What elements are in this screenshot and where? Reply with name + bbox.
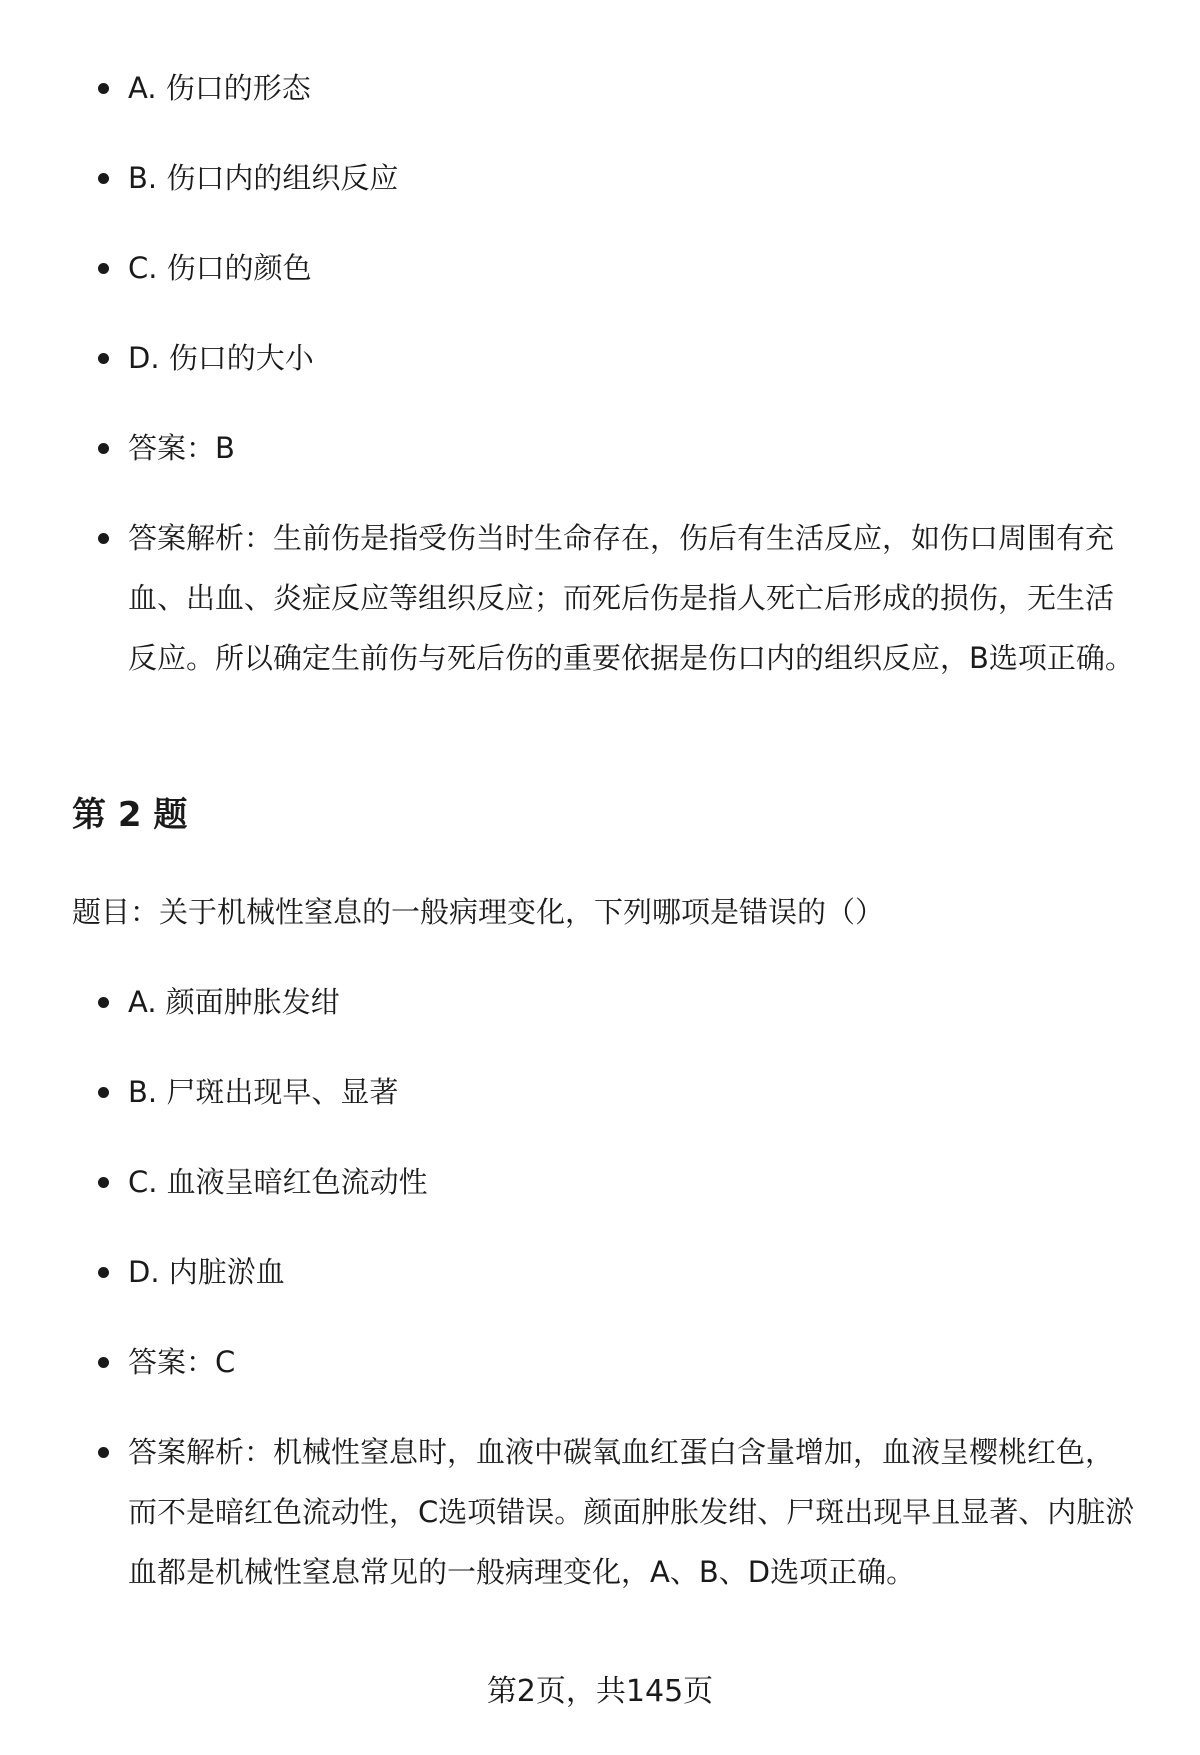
q1-option-a bbox=[90, 58, 1140, 118]
bullet-icon bbox=[98, 533, 109, 544]
bullet-icon bbox=[98, 1267, 109, 1278]
q1-explanation bbox=[90, 508, 1140, 688]
q2-option-b bbox=[90, 1062, 1140, 1122]
bullet-icon bbox=[98, 1447, 109, 1458]
q1-option-list bbox=[90, 58, 1140, 718]
option-text: B. 伤口内的组织反应 bbox=[128, 161, 399, 195]
answer-text: 答案：B bbox=[128, 431, 235, 465]
option-text: B. 尸斑出现早、显著 bbox=[128, 1075, 399, 1109]
q1-answer bbox=[90, 418, 1140, 478]
q2-option-list bbox=[90, 972, 1140, 1632]
bullet-icon bbox=[98, 1177, 109, 1188]
explanation-text: 答案解析：机械性窒息时，血液中碳氧血红蛋白含量增加，血液呈樱桃红色，而不是暗红色流动性，C选项错误。颜面肿胀发绀、尸斑出现早且显著、内脏淤血都是机械性窒息常见的一般病理变化，A、B、D选项正确。 bbox=[128, 1435, 1135, 1589]
option-text: A. 颜面肿胀发绀 bbox=[128, 985, 340, 1019]
bullet-icon bbox=[98, 173, 109, 184]
question-text: 题目：关于机械性窒息的一般病理变化，下列哪项是错误的（） bbox=[72, 895, 885, 929]
q2-option-c bbox=[90, 1152, 1140, 1212]
bullet-icon bbox=[98, 83, 109, 94]
q1-option-b bbox=[90, 148, 1140, 208]
option-text: D. 伤口的大小 bbox=[128, 341, 314, 375]
answer-text: 答案：C bbox=[128, 1345, 236, 1379]
q2-answer bbox=[90, 1332, 1140, 1392]
page-footer: 第2页，共145页 bbox=[486, 1674, 714, 1709]
q2-option-d bbox=[90, 1242, 1140, 1302]
bullet-icon bbox=[98, 1087, 109, 1098]
option-text: C. 血液呈暗红色流动性 bbox=[128, 1165, 428, 1199]
option-text: A. 伤口的形态 bbox=[128, 71, 311, 105]
bullet-icon bbox=[98, 263, 109, 274]
bullet-icon bbox=[98, 1357, 109, 1368]
question-heading: 第 2 题 bbox=[72, 795, 188, 835]
option-text: D. 内脏淤血 bbox=[128, 1255, 285, 1289]
q1-option-c bbox=[90, 238, 1140, 298]
explanation-text: 答案解析：生前伤是指受伤当时生命存在，伤后有生活反应，如伤口周围有充血、出血、炎症反应等组织反应；而死后伤是指人死亡后形成的损伤，无生活反应。所以确定生前伤与死后伤的重要依据是伤口内的组织反应，B选项正确。 bbox=[128, 521, 1134, 675]
bullet-icon bbox=[98, 353, 109, 364]
option-text: C. 伤口的颜色 bbox=[128, 251, 312, 285]
q1-option-d bbox=[90, 328, 1140, 388]
bullet-icon bbox=[98, 997, 109, 1008]
q2-option-a bbox=[90, 972, 1140, 1032]
q2-explanation bbox=[90, 1422, 1140, 1602]
bullet-icon bbox=[98, 443, 109, 454]
